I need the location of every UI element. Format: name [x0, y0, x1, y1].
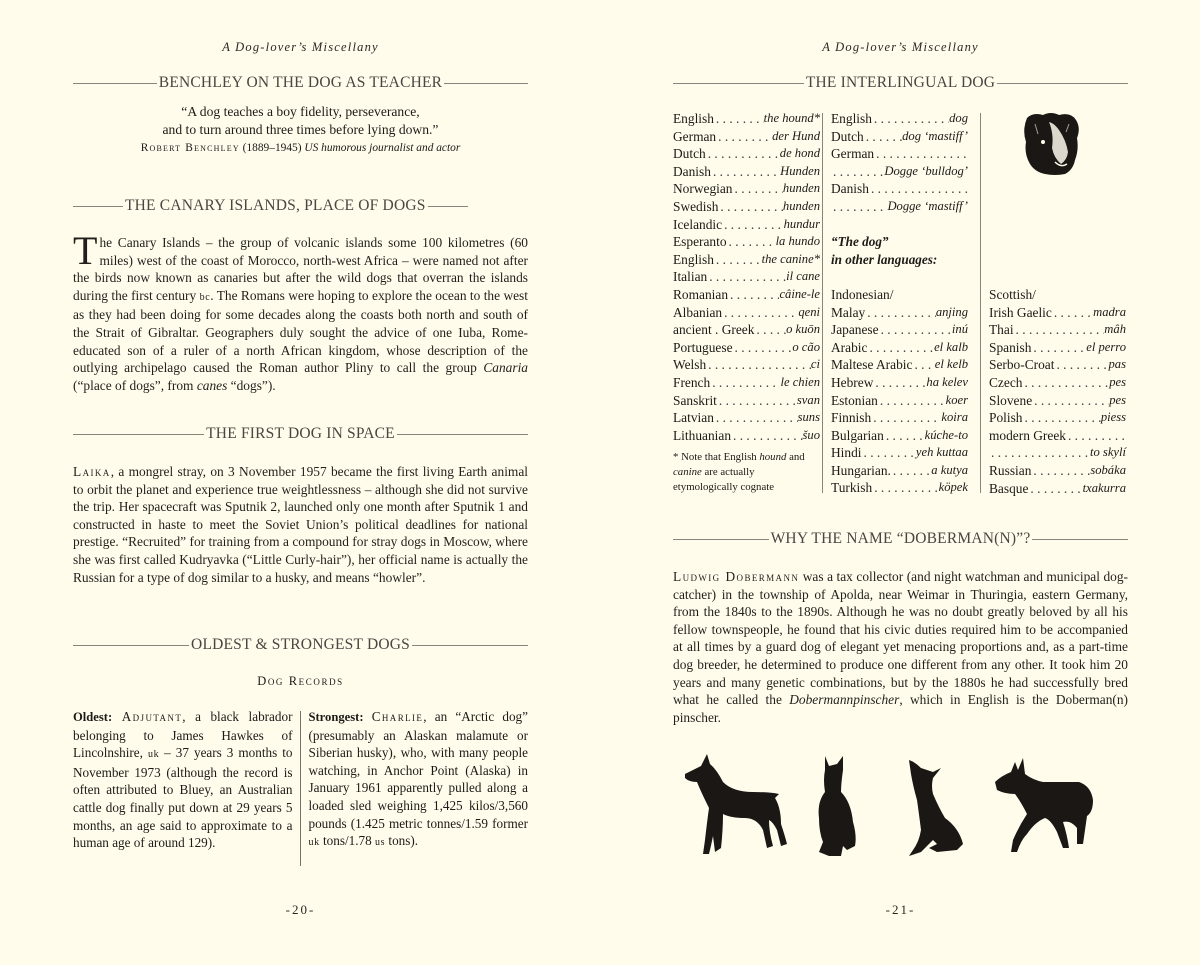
- text-run: canes: [196, 377, 228, 393]
- text-run: Ludwig Dobermann: [673, 569, 800, 584]
- author-dates: (1889–1945): [242, 142, 302, 154]
- dog-word: el kalb: [934, 339, 968, 354]
- section-heading-records: [73, 636, 528, 654]
- dog-word: a kutya: [931, 462, 968, 477]
- language-row: [831, 374, 968, 392]
- leader-dots: [733, 180, 783, 198]
- leader-dots: [879, 321, 952, 339]
- dog-word: koira: [941, 410, 968, 425]
- dog-word: dog: [949, 111, 968, 125]
- language-name: Irish Gaelic: [989, 304, 1052, 320]
- language-name: Finnish: [831, 410, 872, 426]
- language-column-1: [673, 110, 820, 495]
- language-row: [673, 251, 820, 269]
- dog-word: qeni: [798, 304, 820, 319]
- leader-dots: [711, 163, 780, 181]
- doberman-silhouettes: [673, 752, 1128, 864]
- dog-word: Hunden: [780, 163, 820, 178]
- text-run: – 37 years 3 months to November 1973 (although the record is often attributed to Bluey, an Australian cattle dog finally put down at 29 years 5 months, an age said to approximate to a human age of around 129).: [73, 745, 293, 851]
- dog-word: the canine*: [761, 251, 820, 266]
- language-name: Icelandic: [673, 216, 723, 232]
- language-name: German: [673, 128, 717, 144]
- dog-word: o cão: [792, 339, 820, 354]
- leader-dots: [865, 304, 936, 322]
- language-row: [673, 392, 820, 410]
- dog-word: pes: [1109, 392, 1126, 407]
- language-name: modern Greek: [989, 427, 1066, 443]
- leader-dots: [731, 427, 802, 445]
- dog-word: madra: [1093, 304, 1126, 319]
- leader-dots: [714, 110, 764, 128]
- heading-rule: [1032, 539, 1128, 540]
- language-row: [673, 198, 820, 216]
- text-run: tons/1.78: [319, 833, 376, 849]
- language-row: [831, 321, 968, 339]
- text-run: Laika: [73, 464, 111, 479]
- dog-word: piess: [1100, 410, 1126, 425]
- language-name: Spanish: [989, 339, 1032, 355]
- text-run: (“place of dogs”, from: [73, 377, 197, 393]
- subhead: in other languages:: [831, 251, 938, 267]
- text-run: tons).: [385, 833, 419, 849]
- language-name: English: [673, 251, 714, 267]
- standing-doberman-icon: [683, 752, 788, 864]
- space-paragraph: [73, 463, 528, 586]
- heading-rule: [428, 206, 468, 207]
- language-column-3: [989, 286, 1126, 497]
- dog-word: ha kelev: [926, 374, 968, 389]
- heading-rule: [444, 83, 528, 84]
- language-row: [673, 339, 820, 357]
- author-description: US humorous journalist and actor: [304, 142, 461, 154]
- dog-word: suns: [797, 410, 820, 425]
- dog-word: el perro: [1086, 339, 1126, 354]
- language-row: [989, 462, 1126, 480]
- language-row: [673, 128, 820, 146]
- language-row: [673, 427, 820, 445]
- language-row: [673, 233, 820, 251]
- leader-dots: [872, 110, 949, 128]
- leader-dots: [1023, 409, 1101, 427]
- language-row: [989, 339, 1126, 357]
- section-heading-canary: [73, 197, 528, 215]
- language-row: [831, 339, 968, 357]
- leader-dots: [727, 233, 776, 251]
- footnote: [673, 450, 820, 495]
- language-name: English: [673, 111, 714, 126]
- heading-rule: [673, 83, 804, 84]
- strongest-record: [308, 708, 528, 866]
- leader-dots: [912, 356, 934, 374]
- language-name: Turkish: [831, 480, 873, 496]
- dog-word: yeh kuttaa: [915, 445, 968, 460]
- language-row: [673, 286, 820, 304]
- dog-word: de hond: [779, 146, 820, 161]
- language-name: Portuguese: [673, 339, 733, 355]
- dog-word: der Hund: [772, 128, 820, 143]
- trotting-doberman-icon: [993, 752, 1098, 864]
- language-row: [831, 128, 968, 146]
- running-head-right: A Dog-lover’s Miscellany: [822, 40, 979, 54]
- language-name: Albanian: [673, 304, 723, 320]
- leader-dots: [1054, 356, 1108, 374]
- language-row: [989, 374, 1126, 392]
- language-name: Welsh: [673, 357, 707, 373]
- quote-line: and to turn around three times before lying down.”: [162, 122, 439, 137]
- heading-rule: [997, 83, 1128, 84]
- language-name: French: [673, 374, 711, 390]
- language-name: ancient . Greek: [673, 322, 755, 338]
- dog-word: köpek: [938, 480, 968, 495]
- text-run: Oldest:: [73, 710, 113, 724]
- leader-dots: [706, 356, 811, 374]
- heading-title: OLDEST & STRONGEST DOGS: [191, 636, 410, 653]
- text-run: Strongest:: [308, 710, 364, 724]
- language-row: [673, 216, 820, 234]
- records-columns: [73, 708, 528, 866]
- language-name: Italian: [673, 269, 708, 285]
- language-name: Hebrew: [831, 374, 874, 390]
- text-run: , a black labrador belonging to James Hawkes of Lincolnshire,: [73, 709, 293, 761]
- heading-title: THE INTERLINGUAL DOG: [805, 74, 996, 91]
- dog-word: câine-le: [779, 286, 820, 301]
- text-run: , which in English is the Doberman(n) pinscher.: [673, 692, 1128, 725]
- left-page: [73, 0, 528, 965]
- leader-dots: [717, 392, 797, 410]
- dog-word: pes: [1109, 374, 1126, 389]
- interlingual-table: [673, 110, 1128, 500]
- language-row: [831, 180, 968, 198]
- text-run: , an “Arctic dog” (presumably an Alaskan malamute or Siberian husky), who, with many people watching, in Anchor Point (Alaska) in January 1961 apparently pulled along a loaded sled weighing 1,425 kilos/3,560 pounds (1.425 metric tonnes/1.59 former: [308, 709, 528, 831]
- dog-word: Dogge ‘mastiff’: [887, 198, 968, 213]
- dog-word: to skylí: [1089, 445, 1126, 460]
- benchley-quote: [73, 103, 528, 157]
- doberman-paragraph: [673, 568, 1128, 726]
- dog-word: pas: [1108, 357, 1126, 372]
- leader-dots: [864, 128, 902, 146]
- leader-dots: [1066, 427, 1126, 445]
- language-column-2: [831, 110, 968, 497]
- page-number-left: -20-: [285, 902, 316, 917]
- column-divider: [980, 113, 981, 493]
- language-name: Slovene: [989, 392, 1033, 408]
- language-row: [989, 444, 1126, 462]
- language-row: [831, 163, 968, 181]
- language-row: [989, 480, 1126, 498]
- right-page: [673, 0, 1128, 965]
- language-name: Hungarian.: [831, 462, 891, 478]
- dog-word: sobáka: [1090, 462, 1126, 477]
- leader-dots: [714, 409, 798, 427]
- canary-paragraph: [73, 228, 528, 394]
- leader-dots: [878, 392, 946, 410]
- records-subtitle: Dog Records: [257, 674, 344, 688]
- column-divider: [300, 711, 301, 866]
- language-row: [673, 409, 820, 427]
- language-name: Thai: [989, 322, 1014, 338]
- language-row: [831, 356, 968, 374]
- heading-rule: [673, 539, 769, 540]
- language-row: [831, 392, 968, 410]
- language-name: Dutch: [831, 128, 864, 144]
- dog-word: anjing: [935, 304, 968, 319]
- dog-word: the hound*: [763, 111, 820, 125]
- dog-word: dog ‘mastiff’: [902, 128, 968, 143]
- leader-dots: [1032, 392, 1109, 410]
- language-row: [831, 304, 968, 322]
- heading-rule: [73, 434, 204, 435]
- dog-word: il cane: [786, 269, 820, 284]
- dog-word: kúche-to: [924, 427, 968, 442]
- heading-rule: [397, 434, 528, 435]
- language-name: Russian: [989, 462, 1032, 478]
- heading-rule: [73, 645, 189, 646]
- oldest-record: [73, 708, 293, 866]
- language-row: [673, 374, 820, 392]
- text-run: Adjutant: [121, 709, 183, 724]
- leader-dots: [989, 444, 1090, 462]
- dog-word: o kuōn: [786, 322, 820, 337]
- language-row: [989, 427, 1126, 445]
- language-row: [831, 427, 968, 445]
- language-name: German: [831, 146, 875, 162]
- language-row: [673, 356, 820, 374]
- dog-word: le chien: [780, 374, 820, 389]
- leader-dots: [862, 444, 916, 462]
- text-run: uk: [308, 837, 320, 849]
- drop-cap: T: [73, 228, 98, 273]
- language-row: [673, 268, 820, 286]
- text-run: are actually etymologically cognate: [673, 466, 775, 494]
- leader-dots: [716, 128, 772, 146]
- language-row: [831, 479, 968, 497]
- heading-title: WHY THE NAME “DOBERMAN(N)”?: [770, 530, 1031, 547]
- language-name: Danish: [673, 163, 711, 179]
- heading-title: BENCHLEY ON THE DOG AS TEACHER: [158, 74, 443, 91]
- language-name: English: [831, 111, 872, 126]
- language-row: [831, 145, 968, 163]
- heading-rule: [73, 83, 157, 84]
- text-run: us: [375, 837, 386, 849]
- language-name: Lithuanian: [673, 427, 732, 443]
- text-run: was a tax collector (and night watchman and municipal dog-catcher) in the township of Apolda, near Weimar in Thuringia, eastern Germany, from the 1840s to the 1890s. Although he was no doubt greatly beloved by all his fellow townspeople, he found that his civic duties required him to be accompanied at all times by a guard dog of elegant yet menacing proportions and, as a part-time dog breeder, he determined to produce one different from any other. It took him 20 years and many genetic combinations, but by the 1880s he had successfully bred what he called the: [673, 569, 1128, 708]
- text-run: canine: [673, 466, 702, 479]
- language-row: [831, 110, 968, 128]
- leader-dots: [714, 251, 762, 269]
- dog-word: el kelb: [934, 357, 968, 372]
- text-run: uk: [147, 749, 160, 761]
- dog-word: mâh: [1104, 322, 1126, 337]
- leader-dots: [872, 479, 938, 497]
- dog-word: ci: [810, 357, 820, 372]
- text-run: Charlie: [371, 709, 424, 724]
- dog-word: txakurra: [1082, 480, 1126, 495]
- language-name: Bulgarian: [831, 427, 884, 443]
- language-name: Hindi: [831, 445, 862, 461]
- leader-dots: [891, 462, 931, 480]
- language-name: Estonian: [831, 392, 878, 408]
- language-name: Danish: [831, 181, 869, 197]
- sitting-doberman-front-icon: [813, 752, 863, 864]
- text-run: bc: [199, 291, 211, 303]
- text-run: , a mongrel stray, on 3 November 1957 became the first living Earth animal to orbit the planet and experience true weightlessness – although she did not survive the trip. Her spacecraft was Sputnik 2, launched only one month after Sputnik 1 and constructed in haste to meet the Soviet Union’s political deadlines for national prestige. “Recruited” for training from a compound for stray dogs in Moscow, where she was first called Kudryavka (“Little Curly-hair”), her official name is actually the Russian for a type of dog similar to a husky, and means “howler”.: [73, 464, 528, 585]
- heading-title: THE FIRST DOG IN SPACE: [206, 425, 395, 442]
- column-divider: [822, 113, 823, 493]
- leader-dots: [1014, 321, 1105, 339]
- dog-word: šuo: [802, 427, 820, 442]
- language-row: [989, 356, 1126, 374]
- dog-word: inú: [951, 322, 968, 337]
- leader-dots: [722, 216, 784, 234]
- author-name: Robert Benchley: [140, 142, 240, 154]
- dog-word: Dogge ‘bulldog’: [884, 163, 968, 178]
- language-name: Scottish/: [989, 287, 1036, 302]
- leader-dots: [1022, 374, 1109, 392]
- leader-dots: [831, 198, 887, 216]
- heading-rule: [412, 645, 528, 646]
- leader-dots: [722, 304, 798, 322]
- language-name: Arabic: [831, 339, 868, 355]
- text-run: Dobermannpinscher: [789, 692, 900, 708]
- leader-dots: [1028, 480, 1082, 498]
- heading-rule: [73, 206, 123, 207]
- text-run: and: [786, 451, 805, 464]
- language-name: Maltese Arabic: [831, 357, 913, 373]
- dog-word: koer: [945, 392, 968, 407]
- leader-dots: [1031, 339, 1086, 357]
- language-row: [989, 321, 1126, 339]
- language-row: [831, 198, 968, 216]
- leader-dots: [884, 427, 925, 445]
- running-head-left: A Dog-lover’s Miscellany: [222, 40, 379, 54]
- leader-dots: [871, 409, 941, 427]
- leader-dots: [1052, 304, 1093, 322]
- language-name: Swedish: [673, 198, 719, 214]
- leader-dots: [869, 180, 968, 198]
- language-name: Serbo-Croat: [989, 357, 1055, 373]
- language-row: [831, 462, 968, 480]
- language-name: Malay: [831, 304, 866, 320]
- language-name: Romanian: [673, 286, 729, 302]
- leader-dots: [710, 374, 780, 392]
- language-name: Indonesian/: [831, 286, 894, 302]
- leader-dots: [873, 374, 926, 392]
- quote-attribution: [73, 139, 528, 157]
- leader-dots: [867, 339, 934, 357]
- leader-dots: [718, 198, 783, 216]
- leader-dots: [831, 163, 884, 181]
- language-row: [989, 409, 1126, 427]
- leader-dots: [1031, 462, 1090, 480]
- text-run: * Note that English: [673, 451, 760, 464]
- subhead: “The dog”: [831, 234, 889, 250]
- dog-word: svan: [796, 392, 820, 407]
- language-row: [831, 444, 968, 462]
- section-heading-space: [73, 425, 528, 443]
- section-heading-benchley: [73, 74, 528, 92]
- heading-title: THE CANARY ISLANDS, PLACE OF DOGS: [125, 197, 426, 214]
- language-name: Czech: [989, 374, 1023, 390]
- language-name: Polish: [989, 410, 1023, 426]
- language-row: [673, 145, 820, 163]
- language-name: Japanese: [831, 322, 879, 338]
- page-number-right: -21-: [885, 902, 916, 917]
- text-run: “dogs”).: [227, 377, 276, 393]
- language-name: Latvian: [673, 410, 714, 426]
- leader-dots: [733, 339, 793, 357]
- section-heading-doberman: [673, 530, 1128, 548]
- text-run: Canaria: [483, 360, 528, 376]
- leader-dots: [754, 321, 786, 339]
- language-name: Basque: [989, 480, 1029, 496]
- text-run: hound: [759, 451, 787, 464]
- text-run: . The Romans were hoping to explore the ocean to the west as they had been doing for some decades along the coasts both north and south of the Strait of Gibraltar. Geographers duly sought the advice of one Iuba, Rome-educated son of a ruler of a north African kingdom, whose description of the outlying archipelago caused the Roman author Pliny to call the group: [73, 287, 528, 376]
- dog-word: hunden: [782, 198, 820, 213]
- language-row: [989, 392, 1126, 410]
- dog-head-illustration: [1021, 112, 1081, 176]
- sitting-doberman-howling-icon: [903, 752, 973, 864]
- language-row: [673, 321, 820, 339]
- leader-dots: [728, 286, 779, 304]
- language-row: [673, 180, 820, 198]
- leader-dots: [874, 145, 968, 163]
- language-row: [673, 304, 820, 322]
- dog-word: hunden: [782, 181, 820, 196]
- section-heading-interlingual: [673, 74, 1128, 92]
- language-row: [989, 304, 1126, 322]
- language-name: Norwegian: [673, 181, 733, 197]
- dog-word: hundur: [783, 216, 820, 231]
- dog-word: la hundo: [775, 234, 820, 249]
- quote-line: “A dog teaches a boy fidelity, perseverance,: [181, 104, 420, 119]
- language-name: Sanskrit: [673, 392, 717, 408]
- text-run: he Canary Islands – the group of volcanic islands some 100 kilometres (60 miles) west of the coast of Morocco, north-west Africa – were named not after the birds now known as canaries but after the wild dogs that overran the islands during the first century: [73, 235, 528, 303]
- language-name: Esperanto: [673, 234, 727, 250]
- language-name: Dutch: [673, 146, 706, 162]
- language-row: [673, 110, 820, 128]
- language-row: [673, 163, 820, 181]
- language-row: [831, 409, 968, 427]
- leader-dots: [707, 268, 786, 286]
- leader-dots: [706, 145, 780, 163]
